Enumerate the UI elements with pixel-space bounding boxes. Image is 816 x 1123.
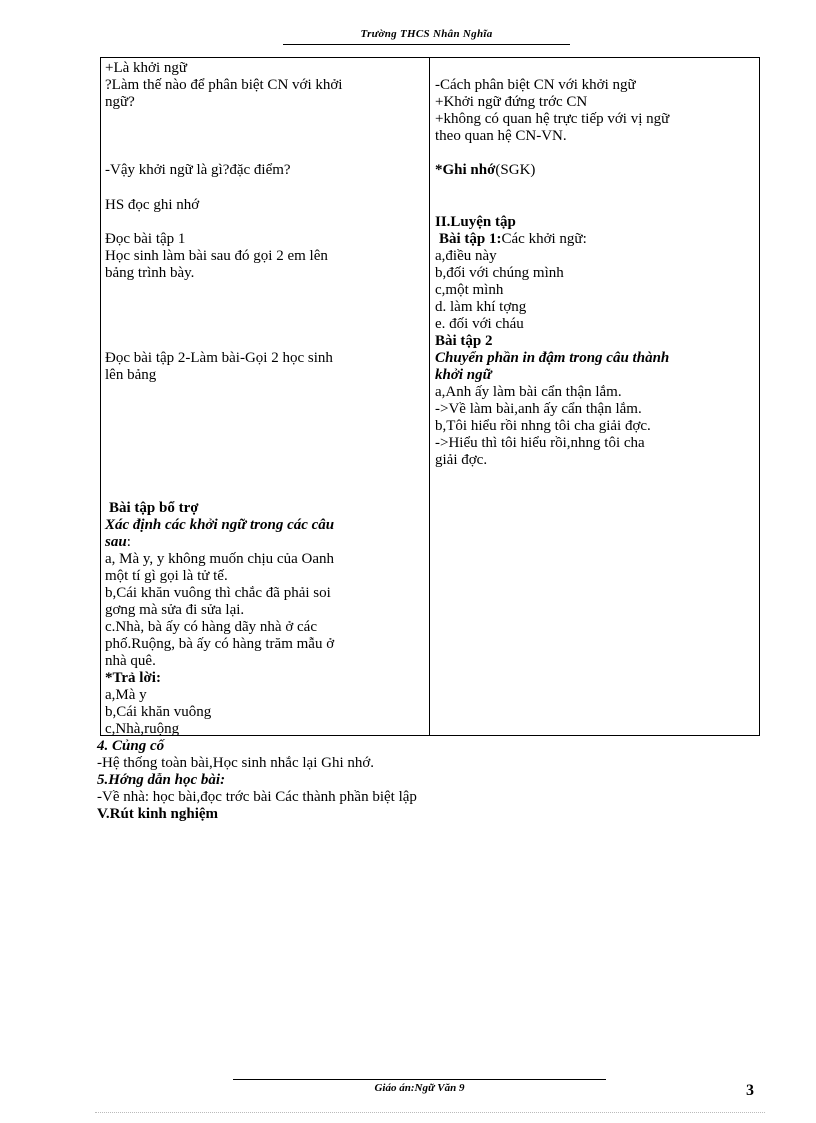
section-4-title: 4. Củng cố	[97, 738, 165, 754]
column-divider	[429, 58, 430, 735]
left-line: lên bảng	[105, 367, 157, 383]
extra-exercise-colon: :	[126, 534, 131, 550]
footer-rule	[233, 1079, 606, 1080]
right-line: a,điều này	[435, 248, 497, 264]
lesson-table	[100, 57, 760, 736]
left-column	[101, 58, 429, 735]
left-line: Đọc bài tập 1	[105, 231, 186, 247]
exercise-1-text: Các khởi ngữ:	[501, 231, 587, 247]
left-line: ngữ?	[105, 94, 135, 110]
extra-exercise-title: Bài tập bổ trợ	[109, 500, 199, 516]
right-line: c,một mình	[435, 282, 504, 298]
page-footer: Giáo án:Ngữ Văn 9	[374, 1082, 465, 1094]
exercise-2-title: Bài tập 2	[435, 333, 493, 349]
left-line: b,Cái khăn vuông thì chắc đã phải soi	[105, 585, 331, 601]
answer-line: b,Cái khăn vuông	[105, 704, 212, 720]
memo-label: *Ghi nhớ	[435, 162, 496, 178]
right-line: e. đối với cháu	[435, 316, 524, 332]
right-line: giải đợc.	[435, 452, 488, 468]
extra-exercise-task: sau	[105, 534, 127, 550]
left-line: gơng mà sửa đi sửa lại.	[105, 602, 245, 618]
right-line: b,đối với chúng mình	[435, 265, 564, 281]
left-line: Đọc bài tập 2-Làm bài-Gọi 2 học sinh	[105, 350, 333, 366]
extra-exercise-task: Xác định các khởi ngữ trong các câu	[105, 517, 335, 533]
right-line: theo quan hệ CN-VN.	[435, 128, 567, 144]
exercise-2-task: khởi ngữ	[435, 367, 492, 383]
right-line: ->Về làm bài,anh ấy cẩn thận lắm.	[435, 401, 642, 417]
answer-title: *Trả lời:	[105, 670, 161, 686]
left-line: Học sinh làm bài sau đó gọi 2 em lên	[105, 248, 328, 264]
header-rule	[283, 44, 570, 45]
right-line: -Cách phân biệt CN với khởi ngữ	[435, 77, 636, 93]
left-line: nhà quê.	[105, 653, 156, 669]
right-line: b,Tôi hiểu rồi nhng tôi cha giải đợc.	[435, 418, 651, 434]
right-line: d. làm khí tợng	[435, 299, 527, 315]
page-header: Trường THCS Nhân Nghĩa	[360, 28, 493, 40]
left-line: ?Làm thế nào để phân biệt CN với khởi	[105, 77, 343, 93]
answer-line: a,Mà y	[105, 687, 147, 703]
right-line: a,Anh ấy làm bài cẩn thận lắm.	[435, 384, 622, 400]
left-line: một tí gì gọi là tử tế.	[105, 568, 228, 584]
page-bottom-border	[95, 1112, 765, 1113]
section-5-title: 5.Hớng dẫn học bài:	[97, 772, 226, 788]
section-v-title: V.Rút kinh nghiệm	[97, 806, 219, 822]
left-line: +Là khởi ngữ	[105, 60, 188, 76]
right-line: +Khởi ngữ đứng trớc CN	[435, 94, 588, 110]
memo-ref: (SGK)	[495, 162, 536, 178]
exercise-1-label: Bài tập 1:	[439, 231, 502, 247]
exercise-2-task: Chuyển phần in đậm trong câu thành	[435, 350, 670, 366]
left-line: phố.Ruộng, bà ấy có hàng trăm mẫu ở	[105, 636, 335, 652]
left-line: bảng trình bày.	[105, 265, 195, 281]
page-number: 3	[746, 1082, 754, 1099]
right-line: ->Hiểu thì tôi hiểu rồi,nhng tôi cha	[435, 435, 645, 451]
section-5-text: -Về nhà: học bài,đọc trớc bài Các thành phần biệt lập	[97, 789, 417, 805]
left-line: a, Mà y, y không muốn chịu của Oanh	[105, 551, 334, 567]
answer-line: c,Nhà,ruộng	[105, 721, 180, 735]
left-line: -Vậy khởi ngữ là gì?đặc điểm?	[105, 162, 291, 178]
left-line: c.Nhà, bà ấy có hàng dãy nhà ở các	[105, 619, 317, 635]
right-line: +không có quan hệ trực tiếp với vị ngữ	[435, 111, 670, 127]
practice-title: II.Luyện tập	[435, 214, 516, 230]
section-4-text: -Hệ thống toàn bài,Học sinh nhắc lại Ghi nhớ.	[97, 755, 375, 771]
left-line: HS đọc ghi nhớ	[105, 197, 200, 213]
